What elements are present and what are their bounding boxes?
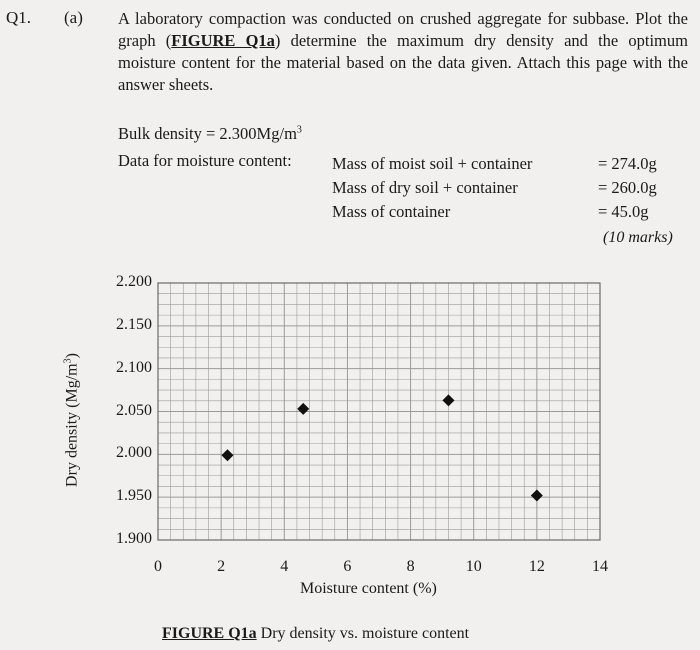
moisture-row-label: Mass of container xyxy=(332,202,451,221)
bulk-density-exponent: 3 xyxy=(296,124,302,136)
y-tick-label: 2.100 xyxy=(116,358,152,376)
x-tick-label: 0 xyxy=(154,558,162,575)
figure-caption xyxy=(162,625,469,643)
x-tick-label: 6 xyxy=(343,558,352,575)
data-point xyxy=(442,394,454,406)
intro-text-start: A laboratory compaction was conducted on crushed aggregate for subbase. Plot the graph ( xyxy=(118,9,688,50)
question-number: Q1. xyxy=(6,8,32,27)
intro-text-end: ) determine the maximum dry density and the optimum moisture content for the material based on the data given. Attach this page with the answer sheets. xyxy=(118,31,688,94)
moisture-row-value: = 274.0g xyxy=(598,154,657,173)
moisture-row-value: = 260.0g xyxy=(598,178,657,197)
caption-text: Dry density vs. moisture content xyxy=(256,625,470,642)
y-tick-label: 2.200 xyxy=(116,273,152,290)
x-tick-label: 8 xyxy=(406,558,415,575)
y-axis-title-close: ) xyxy=(63,353,81,359)
x-tick-label: 2 xyxy=(217,558,226,575)
x-tick-label: 4 xyxy=(280,558,289,575)
data-point xyxy=(221,449,233,461)
y-tick-label: 1.900 xyxy=(116,530,152,547)
y-axis-title-text: Dry density (Mg/m xyxy=(63,363,81,487)
question-part: (a) xyxy=(64,8,83,27)
moisture-row-value: = 45.0g xyxy=(598,202,649,221)
marks-label: (10 marks) xyxy=(603,229,673,246)
y-tick-label: 1.950 xyxy=(116,487,152,505)
figure-reference: FIGURE Q1a xyxy=(171,31,275,50)
moisture-row-label: Mass of moist soil + container xyxy=(332,154,533,173)
data-point xyxy=(297,403,309,415)
x-tick-label: 10 xyxy=(465,558,482,575)
y-tick-label: 2.050 xyxy=(116,401,152,419)
x-tick-label: 12 xyxy=(528,558,545,575)
x-tick-label: 14 xyxy=(592,558,608,575)
caption-figure-label: FIGURE Q1a xyxy=(162,625,257,642)
bulk-density-label: Bulk density = 2.300Mg/m xyxy=(118,124,297,143)
y-axis-title-exponent: 3 xyxy=(62,358,74,364)
data-point xyxy=(531,489,543,501)
y-tick-label: 2.000 xyxy=(116,444,152,462)
moisture-data-label: Data for moisture content: xyxy=(118,151,292,170)
x-axis-title: Moisture content (%) xyxy=(300,580,437,597)
moisture-row-label: Mass of dry soil + container xyxy=(332,178,518,197)
y-tick-label: 2.150 xyxy=(116,315,152,333)
